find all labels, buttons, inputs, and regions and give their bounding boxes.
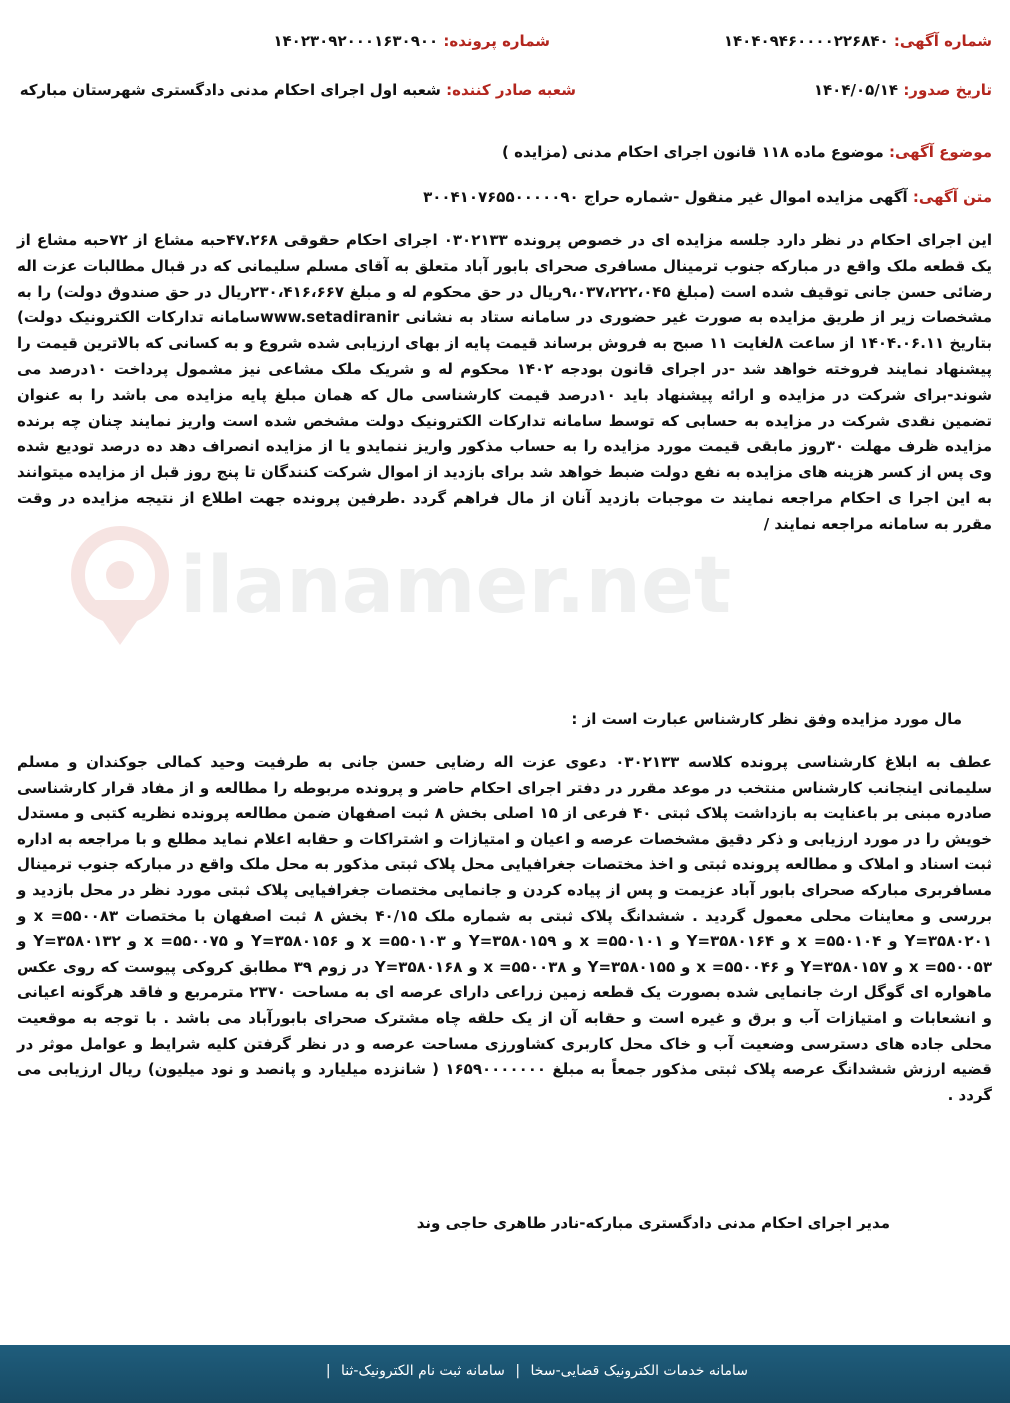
watermark-text: ilanamer.net — [180, 541, 732, 631]
footer-links — [320, 1363, 748, 1379]
auction-paragraph: این اجرای احکام در نظر دارد جلسه مزایده ای در خصوص پرونده ۰۳۰۲۱۳۳ اجرای احکام حقوقی ۴۷.۲۶۸حبه مشاع از ۷۲حبه مشاع از یک قطعه ملک واقع در مبارکه جنوب ترمینال مسافری صحرای بابور آباد متعلق به آقای مسلم سلیمانی که در قبال مطالبات عزت اله رضائی حسن جانی توقیف شده است (مبلغ ۹،۰۳۷،۲۲۲،۰۴۵ریال در حق محکوم له و مبلغ ۲۳۰،۴۱۶،۶۶۷ریال در حق صندوق دولت) را به مشخصات زیر از طریق مزایده به صورت غیر حضوری در سامانه ستاد به نشانی www.setadiranirسامانه تدارکات الکترونیک دولت) بتاریخ ۱۴۰۴.۰۶.۱۱ از ساعت ۸لغایت ۱۱ صبح به فروش برساند قیمت پایه از بهای ارزیابی شده شروع و به کسانی که بالاترین قیمت را پیشنهاد نمایند فروخته خواهد شد -در اجرای قانون بودجه ۱۴۰۲ محکوم له و شریک ملک مشاعی نیز مشمول پرداخت ۱۰درصد می شوند-برای شرکت در مزایده و ارائه پیشنهاد باید ۱۰درصد قیمت کارشناسی مال که همان مبلغ پایه مزایده می باشد را به عنوان تضمین نقدی شرکت در مزایده به حسابی که توسط سامانه تدارکات الکترونیک دولت مشخص شده است واریز نمایند چنان چه برنده مزایده ظرف مهلت ۳۰روز مابقی قیمت مورد مزایده را به حساب مذکور واریز ننمایدو یا از مزایده انصراف دهد ده درصد تودیع شده وی پس از کسر هزینه های مزایده به نفع دولت ضبط خواهد شد برای بازدید از اموال شرکت کنندگان تا پنج روز قبل از مزایده میتوانند به این اجرا ی احکام مراجعه نمایند ت موجبات بازدید آنان از مال فراهم گردد .طرفین پرونده جهت اطلاع از نتیجه مزایده در وقت مقرر به سامانه مراجعه نمایند / — [17, 231, 993, 533]
section-title: مال مورد مزایده وفق نظر کارشناس عبارت است از : — [571, 710, 962, 728]
footer-link-sakha[interactable]: سامانه خدمات الکترونیک قضایی-سخا — [530, 1363, 748, 1379]
notice-text-title: آگهی مزایده اموال غیر منقول -شماره حراج ۳۰۰۴۱۰۷۶۵۵۰۰۰۰۰۹۰ — [423, 188, 908, 206]
issue-date — [814, 81, 992, 99]
location-pin-icon — [78, 533, 162, 645]
subject-value: موضوع ماده ۱۱۸ قانون اجرای احکام مدنی (مزایده ) — [502, 143, 884, 161]
footer-link-sana[interactable]: سامانه ثبت نام الکترونیک-ثنا — [341, 1363, 505, 1379]
issuer-value: شعبه اول اجرای احکام مدنی دادگستری شهرستان مبارکه — [19, 81, 441, 99]
case-number-label: شماره پرونده: — [443, 32, 550, 50]
ad-number-label: شماره آگهی: — [893, 32, 992, 50]
footer-bar — [0, 1345, 1010, 1403]
expert-paragraph: عطف به ابلاغ کارشناسی پرونده کلاسه ۰۳۰۲۱۳۳ دعوی عزت اله رضایی حسن جانی به طرفیت وحید کمالی جوکندان و مسلم سلیمانی اینجانب کارشناس منتخب در موعد مقرر در دفتر اجرای احکام حاضر و پرونده مربوطه را مطالعه و از مفاد قرار کارشناسی صادره مبنی بر باعنایت به بازداشت پلاک ثبتی ۴۰ فرعی از ۱۵ اصلی بخش ۸ ثبت اصفهان ضمن مطالعه پرونده نظریه کتبی و مستدل خویش را در مورد ارزیابی و ذکر دقیق مشخصات عرصه و اعیان و امتیازات و اشتراکات و حقابه اعلام نماید مطلع و با مراجعه به اداره ثبت اسناد و املاک و مطالعه پرونده ثبتی و اخذ مختصات جغرافیایی محل پلاک ثبتی مذکور به محل ملک واقع در مبارکه جنوب ترمینال مسافربری مبارکه صحرای بابور آباد عزیمت و پس از پیاده کردن و جانمایی مختصات جغرافیایی پلاک ثبتی مورد نظر در محل بازدید و بررسی و معاینات محلی معمول گردید . ششدانگ پلاک ثبتی به شماره ملک ۴۰/۱۵ بخش ۸ ثبت اصفهان با مختصات ۵۵۰۰۸۳= x و ۳۵۸۰۲۰۱=Y و ۵۵۰۱۰۴= x و ۳۵۸۰۱۶۴=Y و ۵۵۰۱۰۱= x و ۳۵۸۰۱۵۹=Y و ۵۵۰۱۰۳= x و ۳۵۸۰۱۵۶=Y و ۵۵۰۰۷۵= x و ۳۵۸۰۱۳۲=Y و ۵۵۰۰۵۳= x و ۳۵۸۰۱۵۷=Y و ۵۵۰۰۴۶= x و ۳۵۸۰۱۵۵=Y و ۵۵۰۰۳۸= x و ۳۵۸۰۱۶۸=Y در زوم ۳۹ مطابق کروکی پیوست که روی عکس ماهواره ای گوگل ارث جانمایی شده بصورت یک قطعه زمین زراعی دارای عرصه ای به مساحت ۲۳۷۰ مترمربع و فاقد هرگونه اعیانی و انشعابات و امتیازات آب و برق و غیره است و حقابه آن از یک حلقه چاه مشترک صحرای بابورآباد می باشد . با توجه به موقعیت محلی جاده های دسترسی وضعیت آب و خاک محل کاربری کشاورزی مساحت عرصه و در نظر گرفتن کلیه شرایط و عوامل موثر در قضیه ارزش ششدانگ عرصه پلاک ثبتی مذکور جمعاً به مبلغ ۱۶۵۹۰۰۰۰۰۰۰ ( شانزده میلیارد و پانصد و نود میلیون) ریال ارزیابی می گردد . — [17, 753, 993, 1104]
footer-separator: | — [515, 1363, 521, 1379]
issue-date-label: تاریخ صدور: — [903, 81, 992, 99]
case-number-value: ۱۴۰۲۳۰۹۲۰۰۰۱۶۳۰۹۰۰ — [273, 32, 439, 50]
footer-separator-end: | — [325, 1363, 331, 1379]
subject-label: موضوع آگهی: — [888, 143, 992, 161]
signature: مدیر اجرای احکام مدنی دادگستری مبارکه-نادر طاهری حاجی وند — [416, 1214, 890, 1232]
ad-number-value: ۱۴۰۴۰۹۴۶۰۰۰۰۲۲۶۸۴۰ — [723, 32, 889, 50]
issuer — [20, 81, 576, 99]
case-number — [273, 32, 550, 50]
notice-text-header — [423, 188, 992, 206]
issue-date-value: ۱۴۰۴/۰۵/۱۴ — [813, 81, 899, 99]
issuer-label: شعبه صادر کننده: — [446, 81, 576, 99]
subject — [502, 143, 992, 161]
watermark — [60, 520, 732, 650]
notice-text-label: متن آگهی: — [912, 188, 992, 206]
ad-number — [724, 32, 992, 50]
